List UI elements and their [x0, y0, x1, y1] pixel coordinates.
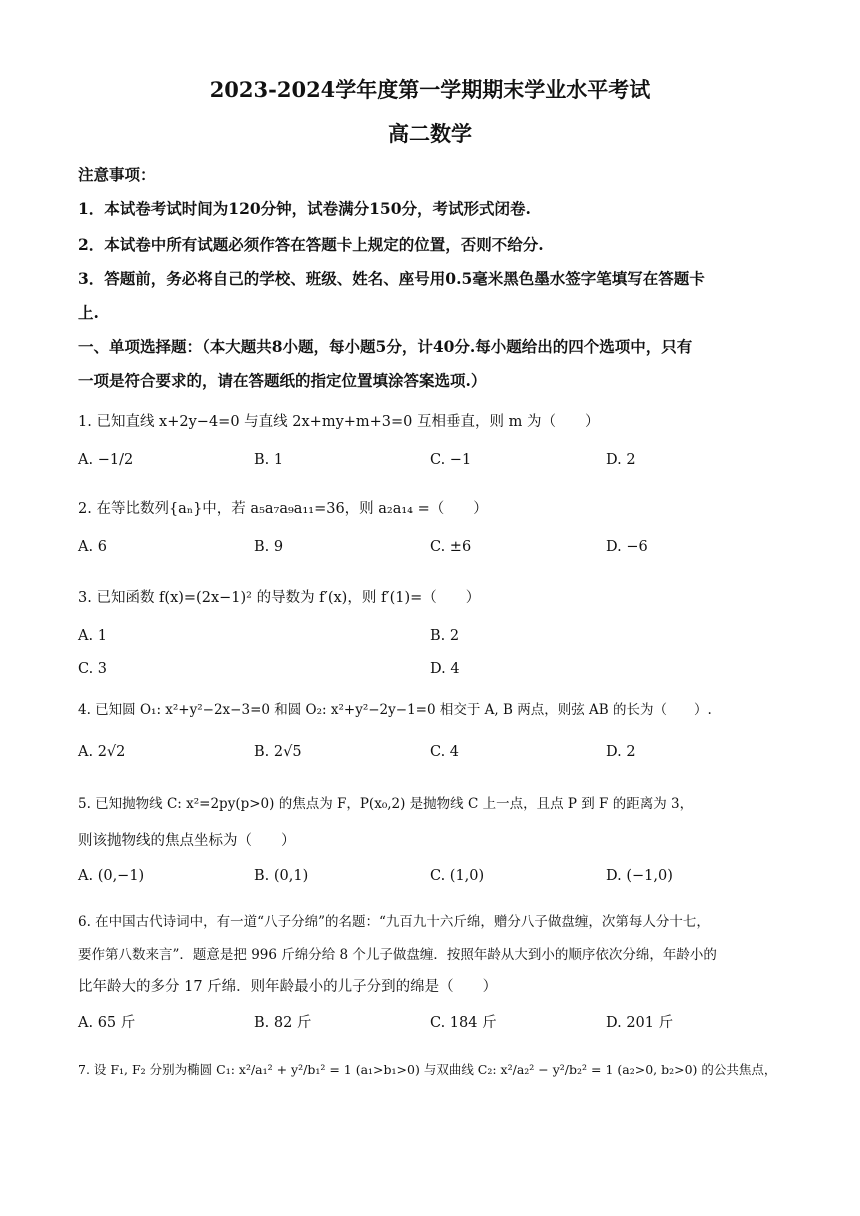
question-1-option-d[interactable]: D. 2	[606, 452, 636, 468]
section-1-heading: 一、单项选择题：（本大题共8小题，每小题5分，计40分.每小题给出的四个选项中，只有	[78, 337, 693, 356]
question-2-option-b[interactable]: B. 9	[254, 539, 284, 555]
question-5-option-a[interactable]: A. (0,−1)	[78, 868, 145, 884]
question-6-stem-cont-2: 比年龄大的多分 17 斤绵．则年龄最小的儿子分到的绵是（ ）	[78, 979, 498, 995]
question-4-option-c[interactable]: C. 4	[430, 744, 460, 760]
question-3-option-c[interactable]: C. 3	[78, 661, 108, 677]
notice-heading: 注意事项：	[78, 165, 156, 184]
question-4-option-d[interactable]: D. 2	[606, 744, 636, 760]
question-4-option-a[interactable]: A. 2√2	[78, 744, 126, 760]
question-1-option-c[interactable]: C. −1	[430, 452, 472, 468]
question-3-option-b[interactable]: B. 2	[430, 628, 460, 644]
question-6-option-c[interactable]: C. 184 斤	[430, 1015, 497, 1031]
question-5-option-d[interactable]: D. (−1,0)	[606, 868, 673, 884]
question-5-stem: 5. 已知抛物线 C: x²=2py(p>0) 的焦点为 F，P(x₀,2) 是抛物线 C 上一点，且点 P 到 F 的距离为 3，	[78, 796, 694, 812]
question-3-stem: 3. 已知函数 f(x)=(2x−1)² 的导数为 f′(x)，则 f′(1)=（ ）	[78, 590, 481, 606]
question-3-option-a[interactable]: A. 1	[78, 628, 107, 644]
notice-item-1: 1．本试卷考试时间为120分钟，试卷满分150分，考试形式闭卷.	[78, 199, 531, 218]
question-7-stem: 7. 设 F₁, F₂ 分别为椭圆 C₁: x²/a₁² + y²/b₁² = 1 (a₁>b₁>0) 与双曲线 C₂: x²/a₂² − y²/b₂² = 1 (a₂>0, b₂>0) 的公共焦点，	[78, 1062, 777, 1077]
question-2-option-d[interactable]: D. −6	[606, 539, 648, 555]
question-1-stem: 1. 已知直线 x+2y−4=0 与直线 2x+my+m+3=0 互相垂直，则 m 为（ ）	[78, 414, 600, 430]
question-5-option-c[interactable]: C. (1,0)	[430, 868, 485, 884]
question-4-option-b[interactable]: B. 2√5	[254, 744, 302, 760]
question-6-stem: 6. 在中国古代诗词中，有一道“八子分绵”的名题：“九百九十六斤绵，赠分八子做盘缠，次第每人分十七，	[78, 914, 710, 930]
question-6-option-a[interactable]: A. 65 斤	[78, 1015, 136, 1031]
exam-title: 2023-2024学年度第一学期期末学业水平考试	[209, 77, 651, 102]
question-2-option-c[interactable]: C. ±6	[430, 539, 472, 555]
section-1-heading-cont: 一项是符合要求的，请在答题纸的指定位置填涂答案选项.）	[78, 371, 487, 390]
question-1-option-a[interactable]: A. −1/2	[78, 452, 134, 468]
question-5-option-b[interactable]: B. (0,1)	[254, 868, 309, 884]
question-6-option-d[interactable]: D. 201 斤	[606, 1015, 674, 1031]
notice-item-3: 3．答题前，务必将自己的学校、班级、姓名、座号用0.5毫米黑色墨水签字笔填写在答题卡	[78, 269, 705, 288]
notice-item-3-cont: 上.	[78, 303, 99, 322]
question-4-stem: 4. 已知圆 O₁: x²+y²−2x−3=0 和圆 O₂: x²+y²−2y−1=0 相交于 A, B 两点，则弦 AB 的长为（ ）.	[78, 702, 712, 718]
question-1-option-b[interactable]: B. 1	[254, 452, 284, 468]
exam-subject: 高二数学	[388, 121, 472, 146]
question-5-stem-cont: 则该抛物线的焦点坐标为（ ）	[78, 833, 296, 849]
question-3-option-d[interactable]: D. 4	[430, 661, 460, 677]
question-2-option-a[interactable]: A. 6	[78, 539, 107, 555]
question-6-stem-cont-1: 要作第八数来言”．题意是把 996 斤绵分给 8 个儿子做盘缠．按照年龄从大到小的顺序依次分绵，年龄小的	[78, 947, 717, 963]
question-6-option-b[interactable]: B. 82 斤	[254, 1015, 312, 1031]
notice-item-2: 2．本试卷中所有试题必须作答在答题卡上规定的位置，否则不给分.	[78, 235, 544, 254]
question-2-stem: 2. 在等比数列{aₙ}中，若 a₅a₇a₉a₁₁=36，则 a₂a₁₄ =（ ）	[78, 501, 488, 517]
